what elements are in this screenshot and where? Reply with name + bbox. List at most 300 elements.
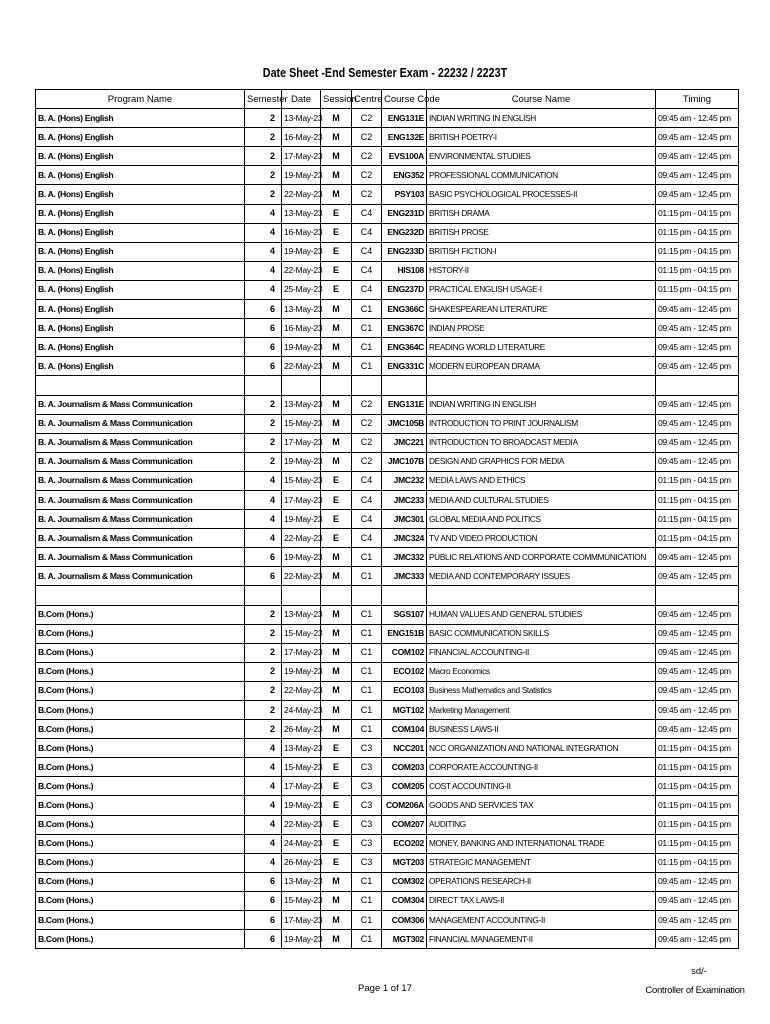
centre-cell: C1	[352, 930, 382, 949]
date-cell: 19-May-23	[282, 510, 321, 529]
date-cell: 13-May-23	[282, 109, 321, 128]
centre-cell: C4	[352, 490, 382, 509]
date-cell: 13-May-23	[282, 605, 321, 624]
semester-cell: 4	[245, 204, 282, 223]
course-name-cell: TV AND VIDEO PRODUCTION	[427, 529, 656, 548]
timing-cell: 01:15 pm - 04:15 pm	[656, 242, 739, 261]
semester-cell: 4	[245, 796, 282, 815]
session-cell: M	[321, 605, 352, 624]
course-code-cell: JMC332	[382, 548, 427, 567]
centre-cell: C3	[352, 853, 382, 872]
semester-cell: 4	[245, 834, 282, 853]
header-date: Date	[282, 90, 321, 109]
signature-mark: sd/-	[691, 966, 707, 977]
date-cell: 15-May-23	[282, 758, 321, 777]
program-name-cell: B. A. (Hons) English	[36, 338, 245, 357]
course-code-cell: JMC233	[382, 490, 427, 509]
course-name-cell	[427, 586, 656, 605]
session-cell: E	[321, 510, 352, 529]
timing-cell: 09:45 am - 12:45 pm	[656, 414, 739, 433]
date-cell: 13-May-23	[282, 204, 321, 223]
course-name-cell: INTRODUCTION TO BROADCAST MEDIA	[427, 433, 656, 452]
timing-cell: 09:45 am - 12:45 pm	[656, 624, 739, 643]
table-row	[36, 548, 739, 567]
course-code-cell: JMC221	[382, 433, 427, 452]
table-row	[36, 662, 739, 681]
date-cell: 19-May-23	[282, 242, 321, 261]
timing-cell: 01:15 pm - 04:15 pm	[656, 280, 739, 299]
program-name-cell: B.Com (Hons.)	[36, 701, 245, 720]
table-row	[36, 128, 739, 147]
session-cell: M	[321, 338, 352, 357]
session-cell: E	[321, 796, 352, 815]
course-name-cell: PROFESSIONAL COMMUNICATION	[427, 166, 656, 185]
program-name-cell	[36, 586, 245, 605]
date-cell: 19-May-23	[282, 338, 321, 357]
course-name-cell: MEDIA LAWS AND ETHICS	[427, 471, 656, 490]
timing-cell: 09:45 am - 12:45 pm	[656, 300, 739, 319]
table-row	[36, 605, 739, 624]
program-name-cell: B. A. (Hons) English	[36, 204, 245, 223]
program-name-cell: B. A. (Hons) English	[36, 261, 245, 280]
program-name-cell: B.Com (Hons.)	[36, 834, 245, 853]
program-name-cell: B. A. Journalism & Mass Communication	[36, 510, 245, 529]
program-name-cell: B. A. (Hons) English	[36, 147, 245, 166]
table-row	[36, 185, 739, 204]
course-code-cell: ENG366C	[382, 300, 427, 319]
centre-cell: C2	[352, 433, 382, 452]
semester-cell: 2	[245, 109, 282, 128]
session-cell: M	[321, 624, 352, 643]
program-name-cell: B. A. (Hons) English	[36, 242, 245, 261]
program-name-cell: B. A. (Hons) English	[36, 280, 245, 299]
semester-cell: 4	[245, 280, 282, 299]
centre-cell: C1	[352, 319, 382, 338]
centre-cell	[352, 376, 382, 395]
table-row	[36, 223, 739, 242]
semester-cell	[245, 586, 282, 605]
course-code-cell: NCC201	[382, 739, 427, 758]
centre-cell: C2	[352, 166, 382, 185]
semester-cell: 4	[245, 739, 282, 758]
program-name-cell: B.Com (Hons.)	[36, 777, 245, 796]
course-code-cell: ENG231D	[382, 204, 427, 223]
date-cell: 19-May-23	[282, 930, 321, 949]
session-cell: M	[321, 166, 352, 185]
semester-cell: 2	[245, 701, 282, 720]
centre-cell: C4	[352, 510, 382, 529]
semester-cell: 2	[245, 452, 282, 471]
timing-cell: 09:45 am - 12:45 pm	[656, 319, 739, 338]
session-cell: M	[321, 662, 352, 681]
session-cell: M	[321, 643, 352, 662]
date-cell: 22-May-23	[282, 815, 321, 834]
centre-cell: C2	[352, 147, 382, 166]
semester-cell: 6	[245, 357, 282, 376]
date-cell: 17-May-23	[282, 777, 321, 796]
program-name-cell	[36, 376, 245, 395]
timing-cell: 01:15 pm - 04:15 pm	[656, 204, 739, 223]
exam-date-sheet-table	[35, 89, 739, 949]
session-cell: M	[321, 185, 352, 204]
semester-cell: 2	[245, 643, 282, 662]
course-name-cell: BASIC COMMUNICATION SKILLS	[427, 624, 656, 643]
course-code-cell	[382, 586, 427, 605]
header-course-name: Course Name	[427, 90, 656, 109]
timing-cell: 01:15 pm - 04:15 pm	[656, 777, 739, 796]
program-name-cell: B.Com (Hons.)	[36, 815, 245, 834]
date-cell: 19-May-23	[282, 166, 321, 185]
table-row	[36, 109, 739, 128]
separator-row	[36, 376, 739, 395]
course-code-cell: JMC105B	[382, 414, 427, 433]
course-name-cell: BRITISH FICTION-I	[427, 242, 656, 261]
session-cell: M	[321, 681, 352, 700]
date-cell: 17-May-23	[282, 490, 321, 509]
centre-cell: C4	[352, 471, 382, 490]
table-row	[36, 834, 739, 853]
program-name-cell: B. A. Journalism & Mass Communication	[36, 414, 245, 433]
table-row	[36, 701, 739, 720]
course-name-cell: INDIAN PROSE	[427, 319, 656, 338]
date-cell: 15-May-23	[282, 471, 321, 490]
program-name-cell: B. A. Journalism & Mass Communication	[36, 433, 245, 452]
session-cell: M	[321, 147, 352, 166]
course-name-cell: BUSINESS LAWS-II	[427, 720, 656, 739]
date-cell: 17-May-23	[282, 643, 321, 662]
program-name-cell: B.Com (Hons.)	[36, 739, 245, 758]
table-row	[36, 280, 739, 299]
course-code-cell: MGT302	[382, 930, 427, 949]
program-name-cell: B.Com (Hons.)	[36, 662, 245, 681]
semester-cell: 2	[245, 681, 282, 700]
table-row	[36, 624, 739, 643]
course-name-cell	[427, 376, 656, 395]
course-name-cell: MANAGEMENT ACCOUNTING-II	[427, 911, 656, 930]
course-code-cell: EVS100A	[382, 147, 427, 166]
course-code-cell: ENG233D	[382, 242, 427, 261]
table-row	[36, 204, 739, 223]
header-course-code: Course Code	[382, 90, 427, 109]
table-row	[36, 433, 739, 452]
course-name-cell: DIRECT TAX LAWS-II	[427, 891, 656, 910]
centre-cell: C1	[352, 701, 382, 720]
program-name-cell: B.Com (Hons.)	[36, 605, 245, 624]
header-row	[36, 90, 739, 109]
session-cell: E	[321, 758, 352, 777]
timing-cell: 09:45 am - 12:45 pm	[656, 109, 739, 128]
course-name-cell: PRACTICAL ENGLISH USAGE-I	[427, 280, 656, 299]
session-cell: M	[321, 433, 352, 452]
semester-cell: 4	[245, 242, 282, 261]
timing-cell: 01:15 pm - 04:15 pm	[656, 796, 739, 815]
centre-cell: C2	[352, 452, 382, 471]
centre-cell: C4	[352, 204, 382, 223]
centre-cell: C3	[352, 777, 382, 796]
course-name-cell: INDIAN WRITING IN ENGLISH	[427, 109, 656, 128]
timing-cell: 09:45 am - 12:45 pm	[656, 433, 739, 452]
timing-cell: 01:15 pm - 04:15 pm	[656, 223, 739, 242]
course-code-cell: ECO103	[382, 681, 427, 700]
course-code-cell: JMC232	[382, 471, 427, 490]
date-cell: 16-May-23	[282, 319, 321, 338]
table-row	[36, 739, 739, 758]
semester-cell: 4	[245, 490, 282, 509]
semester-cell: 2	[245, 414, 282, 433]
table-row	[36, 395, 739, 414]
table-row	[36, 147, 739, 166]
centre-cell: C2	[352, 395, 382, 414]
centre-cell: C1	[352, 567, 382, 586]
timing-cell: 01:15 pm - 04:15 pm	[656, 834, 739, 853]
table-row	[36, 166, 739, 185]
session-cell: E	[321, 471, 352, 490]
session-cell: E	[321, 529, 352, 548]
table-row	[36, 414, 739, 433]
timing-cell: 01:15 pm - 04:15 pm	[656, 758, 739, 777]
course-code-cell: COM205	[382, 777, 427, 796]
course-code-cell: ENG367C	[382, 319, 427, 338]
program-name-cell: B. A. (Hons) English	[36, 357, 245, 376]
centre-cell: C1	[352, 300, 382, 319]
table-row	[36, 529, 739, 548]
course-name-cell: ENVIRONMENTAL STUDIES	[427, 147, 656, 166]
centre-cell: C4	[352, 223, 382, 242]
date-cell	[282, 376, 321, 395]
course-name-cell: STRATEGIC MANAGEMENT	[427, 853, 656, 872]
timing-cell: 09:45 am - 12:45 pm	[656, 891, 739, 910]
date-cell: 25-May-23	[282, 280, 321, 299]
session-cell: M	[321, 109, 352, 128]
program-name-cell: B.Com (Hons.)	[36, 796, 245, 815]
date-cell: 22-May-23	[282, 185, 321, 204]
session-cell: E	[321, 815, 352, 834]
header-session: Session	[321, 90, 352, 109]
centre-cell: C1	[352, 911, 382, 930]
semester-cell: 2	[245, 605, 282, 624]
table-row	[36, 872, 739, 891]
semester-cell: 2	[245, 624, 282, 643]
centre-cell: C4	[352, 242, 382, 261]
course-code-cell: COM302	[382, 872, 427, 891]
timing-cell: 09:45 am - 12:45 pm	[656, 128, 739, 147]
date-cell: 15-May-23	[282, 891, 321, 910]
timing-cell: 01:15 pm - 04:15 pm	[656, 739, 739, 758]
session-cell	[321, 376, 352, 395]
course-name-cell: MEDIA AND CONTEMPORARY ISSUES	[427, 567, 656, 586]
semester-cell: 2	[245, 166, 282, 185]
table-row	[36, 490, 739, 509]
course-code-cell: ENG131E	[382, 395, 427, 414]
course-code-cell: COM104	[382, 720, 427, 739]
centre-cell: C2	[352, 109, 382, 128]
header-centre: Centre	[352, 90, 382, 109]
course-name-cell: BRITISH PROSE	[427, 223, 656, 242]
table-row	[36, 930, 739, 949]
centre-cell	[352, 586, 382, 605]
semester-cell: 4	[245, 261, 282, 280]
course-code-cell: JMC333	[382, 567, 427, 586]
table-row	[36, 815, 739, 834]
program-name-cell: B. A. Journalism & Mass Communication	[36, 567, 245, 586]
program-name-cell: B.Com (Hons.)	[36, 872, 245, 891]
table-row	[36, 681, 739, 700]
course-code-cell: ECO202	[382, 834, 427, 853]
session-cell: E	[321, 853, 352, 872]
course-name-cell: OPERATIONS RESEARCH-II	[427, 872, 656, 891]
date-cell: 24-May-23	[282, 701, 321, 720]
centre-cell: C1	[352, 624, 382, 643]
session-cell: E	[321, 777, 352, 796]
header-timing: Timing	[656, 90, 739, 109]
semester-cell: 4	[245, 853, 282, 872]
date-cell: 15-May-23	[282, 624, 321, 643]
timing-cell: 09:45 am - 12:45 pm	[656, 643, 739, 662]
timing-cell: 01:15 pm - 04:15 pm	[656, 261, 739, 280]
course-code-cell: HIS108	[382, 261, 427, 280]
date-cell: 22-May-23	[282, 529, 321, 548]
timing-cell: 09:45 am - 12:45 pm	[656, 701, 739, 720]
date-cell: 16-May-23	[282, 128, 321, 147]
course-name-cell: Business Mathematics and Statistics	[427, 681, 656, 700]
timing-cell: 09:45 am - 12:45 pm	[656, 930, 739, 949]
session-cell: M	[321, 701, 352, 720]
course-name-cell: AUDITING	[427, 815, 656, 834]
table-row	[36, 319, 739, 338]
centre-cell: C3	[352, 834, 382, 853]
course-code-cell: MGT203	[382, 853, 427, 872]
course-name-cell: FINANCIAL ACCOUNTING-II	[427, 643, 656, 662]
semester-cell: 2	[245, 185, 282, 204]
centre-cell: C4	[352, 529, 382, 548]
program-name-cell: B. A. (Hons) English	[36, 223, 245, 242]
program-name-cell: B. A. Journalism & Mass Communication	[36, 529, 245, 548]
date-cell: 24-May-23	[282, 834, 321, 853]
table-row	[36, 643, 739, 662]
session-cell: M	[321, 300, 352, 319]
course-name-cell: CORPORATE ACCOUNTING-II	[427, 758, 656, 777]
course-name-cell: NCC ORGANIZATION AND NATIONAL INTEGRATION	[427, 739, 656, 758]
course-code-cell: MGT102	[382, 701, 427, 720]
course-code-cell: ECO102	[382, 662, 427, 681]
course-code-cell: ENG364C	[382, 338, 427, 357]
timing-cell: 09:45 am - 12:45 pm	[656, 548, 739, 567]
centre-cell: C1	[352, 643, 382, 662]
program-name-cell: B. A. (Hons) English	[36, 319, 245, 338]
session-cell: E	[321, 490, 352, 509]
timing-cell	[656, 586, 739, 605]
program-name-cell: B. A. Journalism & Mass Communication	[36, 548, 245, 567]
program-name-cell: B. A. Journalism & Mass Communication	[36, 471, 245, 490]
semester-cell: 2	[245, 395, 282, 414]
semester-cell: 2	[245, 662, 282, 681]
session-cell: M	[321, 319, 352, 338]
course-code-cell: ENG131E	[382, 109, 427, 128]
course-code-cell: COM306	[382, 911, 427, 930]
course-code-cell: COM203	[382, 758, 427, 777]
session-cell: E	[321, 834, 352, 853]
date-cell: 17-May-23	[282, 147, 321, 166]
course-code-cell	[382, 376, 427, 395]
centre-cell: C3	[352, 758, 382, 777]
date-cell: 13-May-23	[282, 300, 321, 319]
table-row	[36, 300, 739, 319]
date-cell	[282, 586, 321, 605]
course-code-cell: COM102	[382, 643, 427, 662]
course-name-cell: GOODS AND SERVICES TAX	[427, 796, 656, 815]
course-code-cell: ENG151B	[382, 624, 427, 643]
table-row	[36, 452, 739, 471]
session-cell: M	[321, 128, 352, 147]
semester-cell: 4	[245, 815, 282, 834]
timing-cell: 09:45 am - 12:45 pm	[656, 720, 739, 739]
course-name-cell: MEDIA AND CULTURAL STUDIES	[427, 490, 656, 509]
program-name-cell: B.Com (Hons.)	[36, 643, 245, 662]
centre-cell: C1	[352, 872, 382, 891]
timing-cell: 09:45 am - 12:45 pm	[656, 357, 739, 376]
semester-cell: 2	[245, 128, 282, 147]
timing-cell: 09:45 am - 12:45 pm	[656, 452, 739, 471]
course-code-cell: ENG232D	[382, 223, 427, 242]
session-cell: M	[321, 357, 352, 376]
semester-cell: 2	[245, 433, 282, 452]
semester-cell: 4	[245, 758, 282, 777]
date-cell: 22-May-23	[282, 357, 321, 376]
separator-row	[36, 586, 739, 605]
date-cell: 16-May-23	[282, 223, 321, 242]
session-cell: E	[321, 280, 352, 299]
date-cell: 19-May-23	[282, 796, 321, 815]
program-name-cell: B.Com (Hons.)	[36, 720, 245, 739]
timing-cell: 09:45 am - 12:45 pm	[656, 395, 739, 414]
timing-cell: 01:15 pm - 04:15 pm	[656, 815, 739, 834]
program-name-cell: B.Com (Hons.)	[36, 853, 245, 872]
centre-cell: C3	[352, 815, 382, 834]
course-code-cell: ENG352	[382, 166, 427, 185]
program-name-cell: B. A. (Hons) English	[36, 166, 245, 185]
session-cell: M	[321, 567, 352, 586]
course-name-cell: MODERN EUROPEAN DRAMA	[427, 357, 656, 376]
course-name-cell: Marketing Management	[427, 701, 656, 720]
semester-cell: 6	[245, 338, 282, 357]
program-name-cell: B.Com (Hons.)	[36, 624, 245, 643]
course-name-cell: GLOBAL MEDIA AND POLITICS	[427, 510, 656, 529]
program-name-cell: B. A. (Hons) English	[36, 128, 245, 147]
table-row	[36, 338, 739, 357]
date-cell: 19-May-23	[282, 548, 321, 567]
course-name-cell: Macro Economics	[427, 662, 656, 681]
timing-cell: 09:45 am - 12:45 pm	[656, 185, 739, 204]
semester-cell: 4	[245, 510, 282, 529]
semester-cell: 4	[245, 529, 282, 548]
session-cell: E	[321, 204, 352, 223]
course-code-cell: COM206A	[382, 796, 427, 815]
session-cell: M	[321, 452, 352, 471]
session-cell	[321, 586, 352, 605]
timing-cell: 01:15 pm - 04:15 pm	[656, 490, 739, 509]
course-name-cell: INTRODUCTION TO PRINT JOURNALISM	[427, 414, 656, 433]
program-name-cell: B. A. (Hons) English	[36, 185, 245, 204]
semester-cell: 4	[245, 471, 282, 490]
timing-cell: 09:45 am - 12:45 pm	[656, 911, 739, 930]
program-name-cell: B. A. (Hons) English	[36, 109, 245, 128]
table-row	[36, 261, 739, 280]
course-code-cell: ENG331C	[382, 357, 427, 376]
semester-cell: 6	[245, 891, 282, 910]
centre-cell: C1	[352, 681, 382, 700]
course-name-cell: DESIGN AND GRAPHICS FOR MEDIA	[427, 452, 656, 471]
date-cell: 19-May-23	[282, 452, 321, 471]
